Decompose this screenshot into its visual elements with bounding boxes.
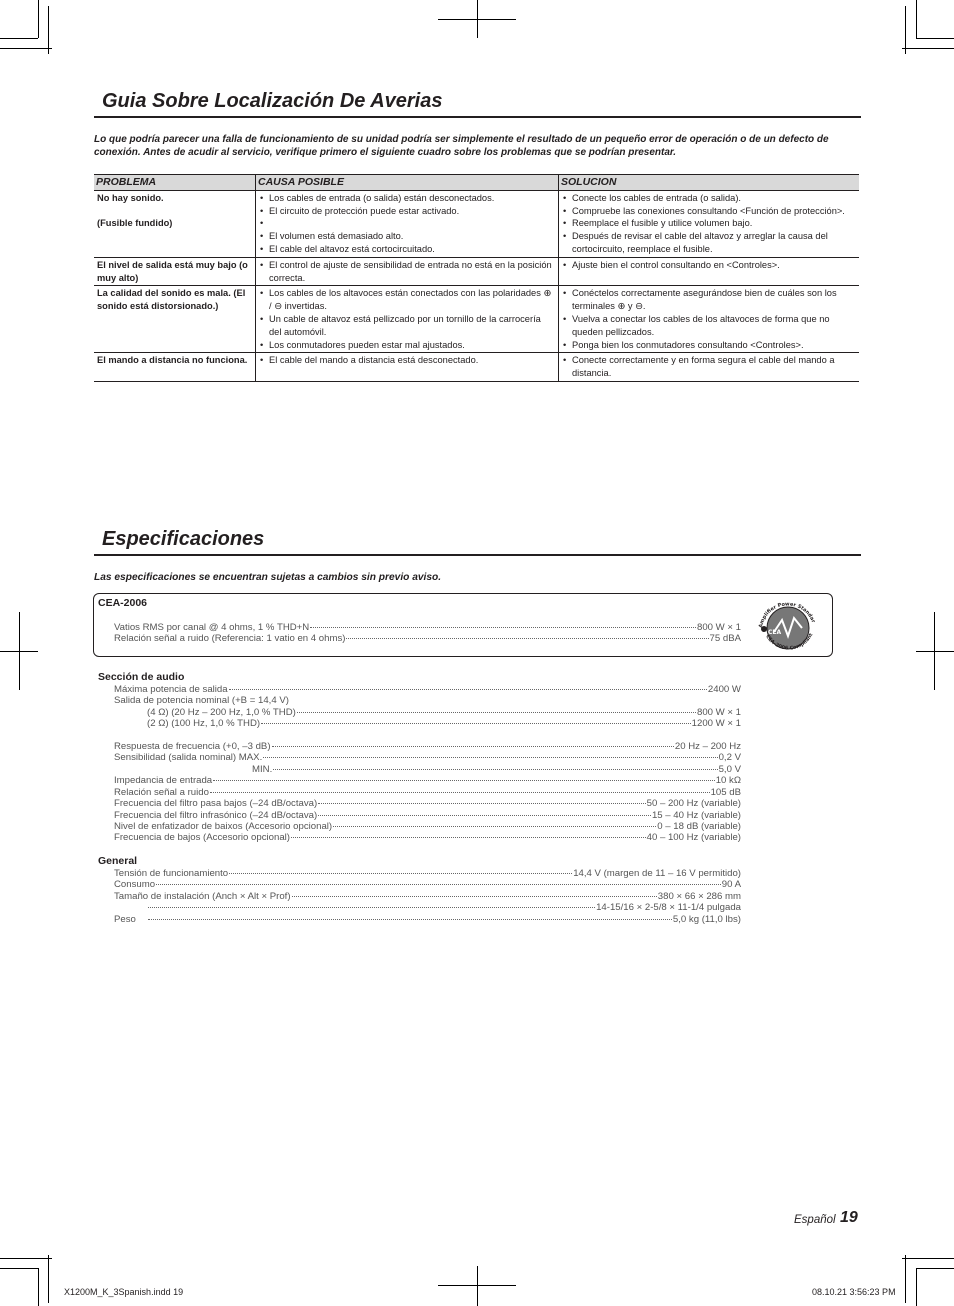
spec-value: 0 – 18 dB (variable) xyxy=(657,821,741,832)
spec-label: Respuesta de frecuencia (+0, –3 dB) xyxy=(114,741,271,752)
spec-label: Relación señal a ruido xyxy=(114,787,209,798)
solution-item: • Reemplace el fusible y utilice volumen bajo. xyxy=(562,217,856,230)
header-cause: CAUSA POSIBLE xyxy=(256,175,559,191)
spec-row xyxy=(114,741,741,753)
spec-label: Impedancia de entrada xyxy=(114,775,213,786)
general-header: General xyxy=(98,855,138,867)
spec-value: 380 × 66 × 286 mm xyxy=(657,891,741,902)
spec-row xyxy=(114,868,741,880)
cause-item: • Los cables de entrada (o salida) están desconectados. xyxy=(259,192,555,205)
solution-item xyxy=(562,287,856,313)
spec-label: Frecuencia del filtro pasa bajos (–24 dB/octava) xyxy=(114,798,318,809)
spec-label: Tamaño de instalación (Anch × Alt × Prof) xyxy=(114,891,291,902)
spec-label: Frecuencia del filtro infrasónico (–24 dB/octava) xyxy=(114,810,318,821)
cause-item: • El control de ajuste de sensibilidad de entrada no está en la posición correcta. xyxy=(259,259,555,285)
spec-label: Máxima potencia de salida xyxy=(114,684,228,695)
spec-label: Frecuencia de bajos (Accesorio opcional) xyxy=(114,832,290,843)
spec-label: Nivel de enfatizador de baixos (Accesorio opcional) xyxy=(114,821,333,832)
cause-cell xyxy=(256,257,559,286)
troubleshooting-table xyxy=(94,174,859,382)
table-row xyxy=(94,286,859,353)
table-row xyxy=(94,257,859,286)
problem-text: (Fusible fundido) xyxy=(97,218,173,229)
spec-value: 5,0 kg (11,0 lbs) xyxy=(672,914,741,925)
spec-label: MIN. xyxy=(252,764,273,775)
cause-cell xyxy=(256,286,559,353)
spec-label: Salida de potencia nominal (+B = 14,4 V) xyxy=(114,695,289,706)
spec-row xyxy=(114,832,741,844)
solution-item: • Vuelva a conectar los cables de los altavoces de forma que no queden pellizcados. xyxy=(562,313,856,339)
spec-row xyxy=(147,707,741,719)
slash-text: / xyxy=(269,301,272,312)
spec-row xyxy=(114,821,741,833)
spec-label: Tensión de funcionamiento xyxy=(114,868,229,879)
plus-terminal-icon: ⊕ xyxy=(543,288,552,299)
problem-cell: La calidad del sonido es mala. (El sonido está distorsionado.) xyxy=(94,286,256,353)
specifications-title: Especificaciones xyxy=(102,528,265,550)
spec-row xyxy=(114,752,741,764)
spec-row xyxy=(147,902,741,914)
problem-cell xyxy=(94,190,256,257)
cause-cell xyxy=(256,353,559,382)
plus-terminal-icon: ⊕ xyxy=(617,301,626,312)
spec-value: 14-15/16 × 2-5/8 × 11-1/4 pulgada xyxy=(596,902,741,913)
cause-cell xyxy=(256,190,559,257)
solution-cell xyxy=(559,257,860,286)
spec-label: Consumo xyxy=(114,879,156,890)
spec-row xyxy=(114,879,741,891)
spec-label: (2 Ω) (100 Hz, 1,0 % THD) xyxy=(147,718,261,729)
spec-value: 10 kΩ xyxy=(715,775,741,786)
minus-terminal-icon: ⊖ xyxy=(274,301,282,312)
spec-label: Peso xyxy=(114,914,136,925)
specifications-note: Las especificaciones se encuentran sujetas a cambios sin previo aviso. xyxy=(94,572,442,583)
spec-label: Relación señal a ruido (Referencia: 1 vatio en 4 ohms) xyxy=(114,633,346,644)
period-text: . xyxy=(642,301,646,312)
solution-cell xyxy=(559,286,860,353)
slug-file: X1200M_K_3Spanish.indd 19 xyxy=(64,1287,184,1297)
solution-item: • Compruebe las conexiones consultando <Función de protección>. xyxy=(562,205,856,218)
logo-text-top: Amplifier Power Standar xyxy=(758,601,817,629)
cause-item: • Los conmutadores pueden estar mal ajustados. xyxy=(259,339,555,352)
spec-value: 0,2 V xyxy=(718,752,741,763)
spec-value: 20 Hz – 200 Hz xyxy=(674,741,741,752)
title-rule xyxy=(94,116,861,118)
solution-cell xyxy=(559,353,860,382)
cea-compliance-logo xyxy=(752,592,822,658)
problem-text: No hay sonido. xyxy=(97,192,164,203)
cause-text: Los cables de los altavoces están conectados con las polaridades xyxy=(269,288,541,299)
troubleshooting-intro: Lo que podría parecer una falla de funcionamiento de su unidad podría ser simplemente el resultado de un pequeño error de operación o de un defecto de conexión. Antes de acudir al servicio, verifique primero el siguiente cuadro sobre los problemas que se podrían presentar. xyxy=(94,134,829,158)
and-text: y xyxy=(627,301,633,312)
spec-row xyxy=(114,798,741,810)
spec-value: 105 dB xyxy=(710,787,741,798)
cause-item: • El volumen está demasiado alto. xyxy=(259,230,555,243)
spec-row xyxy=(252,764,741,776)
table-header-row xyxy=(94,175,859,191)
troubleshooting-title: Guia Sobre Localización De Averias xyxy=(102,90,443,112)
solution-item: • Conecte correctamente y en forma segura el cable del mando a distancia. xyxy=(562,354,856,380)
spec-row xyxy=(114,787,741,799)
header-problem: PROBLEMA xyxy=(94,175,256,191)
cause-item: • Un cable de altavoz está pellizcado por un tornillo de la carrocería del automóvil. xyxy=(259,313,555,339)
spec-value: 90 A xyxy=(721,879,741,890)
header-solution: SOLUCION xyxy=(559,175,860,191)
solution-item: • Ponga bien los conmutadores consultando <Controles>. xyxy=(562,339,856,352)
cause-item: • El cable del altavoz está cortocircuitado. xyxy=(259,243,555,256)
spec-row xyxy=(114,684,741,696)
solution-item: • Conecte los cables de entrada (o salida). xyxy=(562,192,856,205)
spec-value: 800 W × 1 xyxy=(697,622,741,633)
spec-value: 15 – 40 Hz (variable) xyxy=(651,810,741,821)
cause-item xyxy=(259,287,555,313)
cause-item: • El cable del mando a distancia está desconectado. xyxy=(259,354,555,367)
spec-row xyxy=(114,891,741,903)
spec-row xyxy=(114,633,741,645)
logo-brand: CEA xyxy=(768,629,782,636)
spec-value: 1200 W × 1 xyxy=(691,718,741,729)
minus-terminal-icon: ⊖ xyxy=(635,301,643,312)
spec-row xyxy=(114,622,741,634)
solution-item: • Después de revisar el cable del altavoz y arreglar la causa del cortocircuito, reemplace el fusible. xyxy=(562,230,856,256)
spec-value: 14,4 V (margen de 11 – 16 V permitido) xyxy=(573,868,741,879)
problem-cell: El mando a distancia no funciona. xyxy=(94,353,256,382)
cea-header: CEA-2006 xyxy=(98,597,148,609)
spec-label: (4 Ω) (20 Hz – 200 Hz, 1,0 % THD) xyxy=(147,707,296,718)
footer-language: Español xyxy=(794,1214,836,1226)
problem-cell: El nivel de salida está muy bajo (o muy alto) xyxy=(94,257,256,286)
slug-timestamp: 08.10.21 3:56:23 PM xyxy=(812,1287,896,1297)
spec-row xyxy=(147,718,741,730)
spec-value: 5,0 V xyxy=(718,764,741,775)
spec-row xyxy=(114,775,741,787)
solution-item: • Ajuste bien el control consultando en <Controles>. xyxy=(562,259,856,272)
cause-text: invertidas. xyxy=(284,301,327,312)
audio-header: Sección de audio xyxy=(98,671,185,683)
solution-text: Conéctelos correctamente asegurándose bien de cuáles son los terminales xyxy=(572,288,837,312)
spec-value: 75 dBA xyxy=(709,633,741,644)
spacer xyxy=(259,217,555,230)
spec-value: 40 – 100 Hz (variable) xyxy=(646,832,741,843)
table-row xyxy=(94,353,859,382)
spec-label: Sensibilidad (salida nominal) MAX. xyxy=(114,752,263,763)
spec-label: Vatios RMS por canal @ 4 ohms, 1 % THD+N xyxy=(114,622,310,633)
table-row xyxy=(94,190,859,257)
spec-value: 2400 W xyxy=(707,684,741,695)
spec-value: 800 W × 1 xyxy=(697,707,741,718)
spec-row xyxy=(147,914,741,926)
cause-item: • El circuito de protección puede estar activado. xyxy=(259,205,555,218)
spec-value: 50 – 200 Hz (variable) xyxy=(646,798,741,809)
page-number: 19 xyxy=(840,1209,858,1226)
logo-text-bottom: CEA-2006 Compliant xyxy=(764,632,815,652)
solution-cell xyxy=(559,190,860,257)
spec-row xyxy=(114,810,741,822)
title-rule xyxy=(94,554,861,556)
